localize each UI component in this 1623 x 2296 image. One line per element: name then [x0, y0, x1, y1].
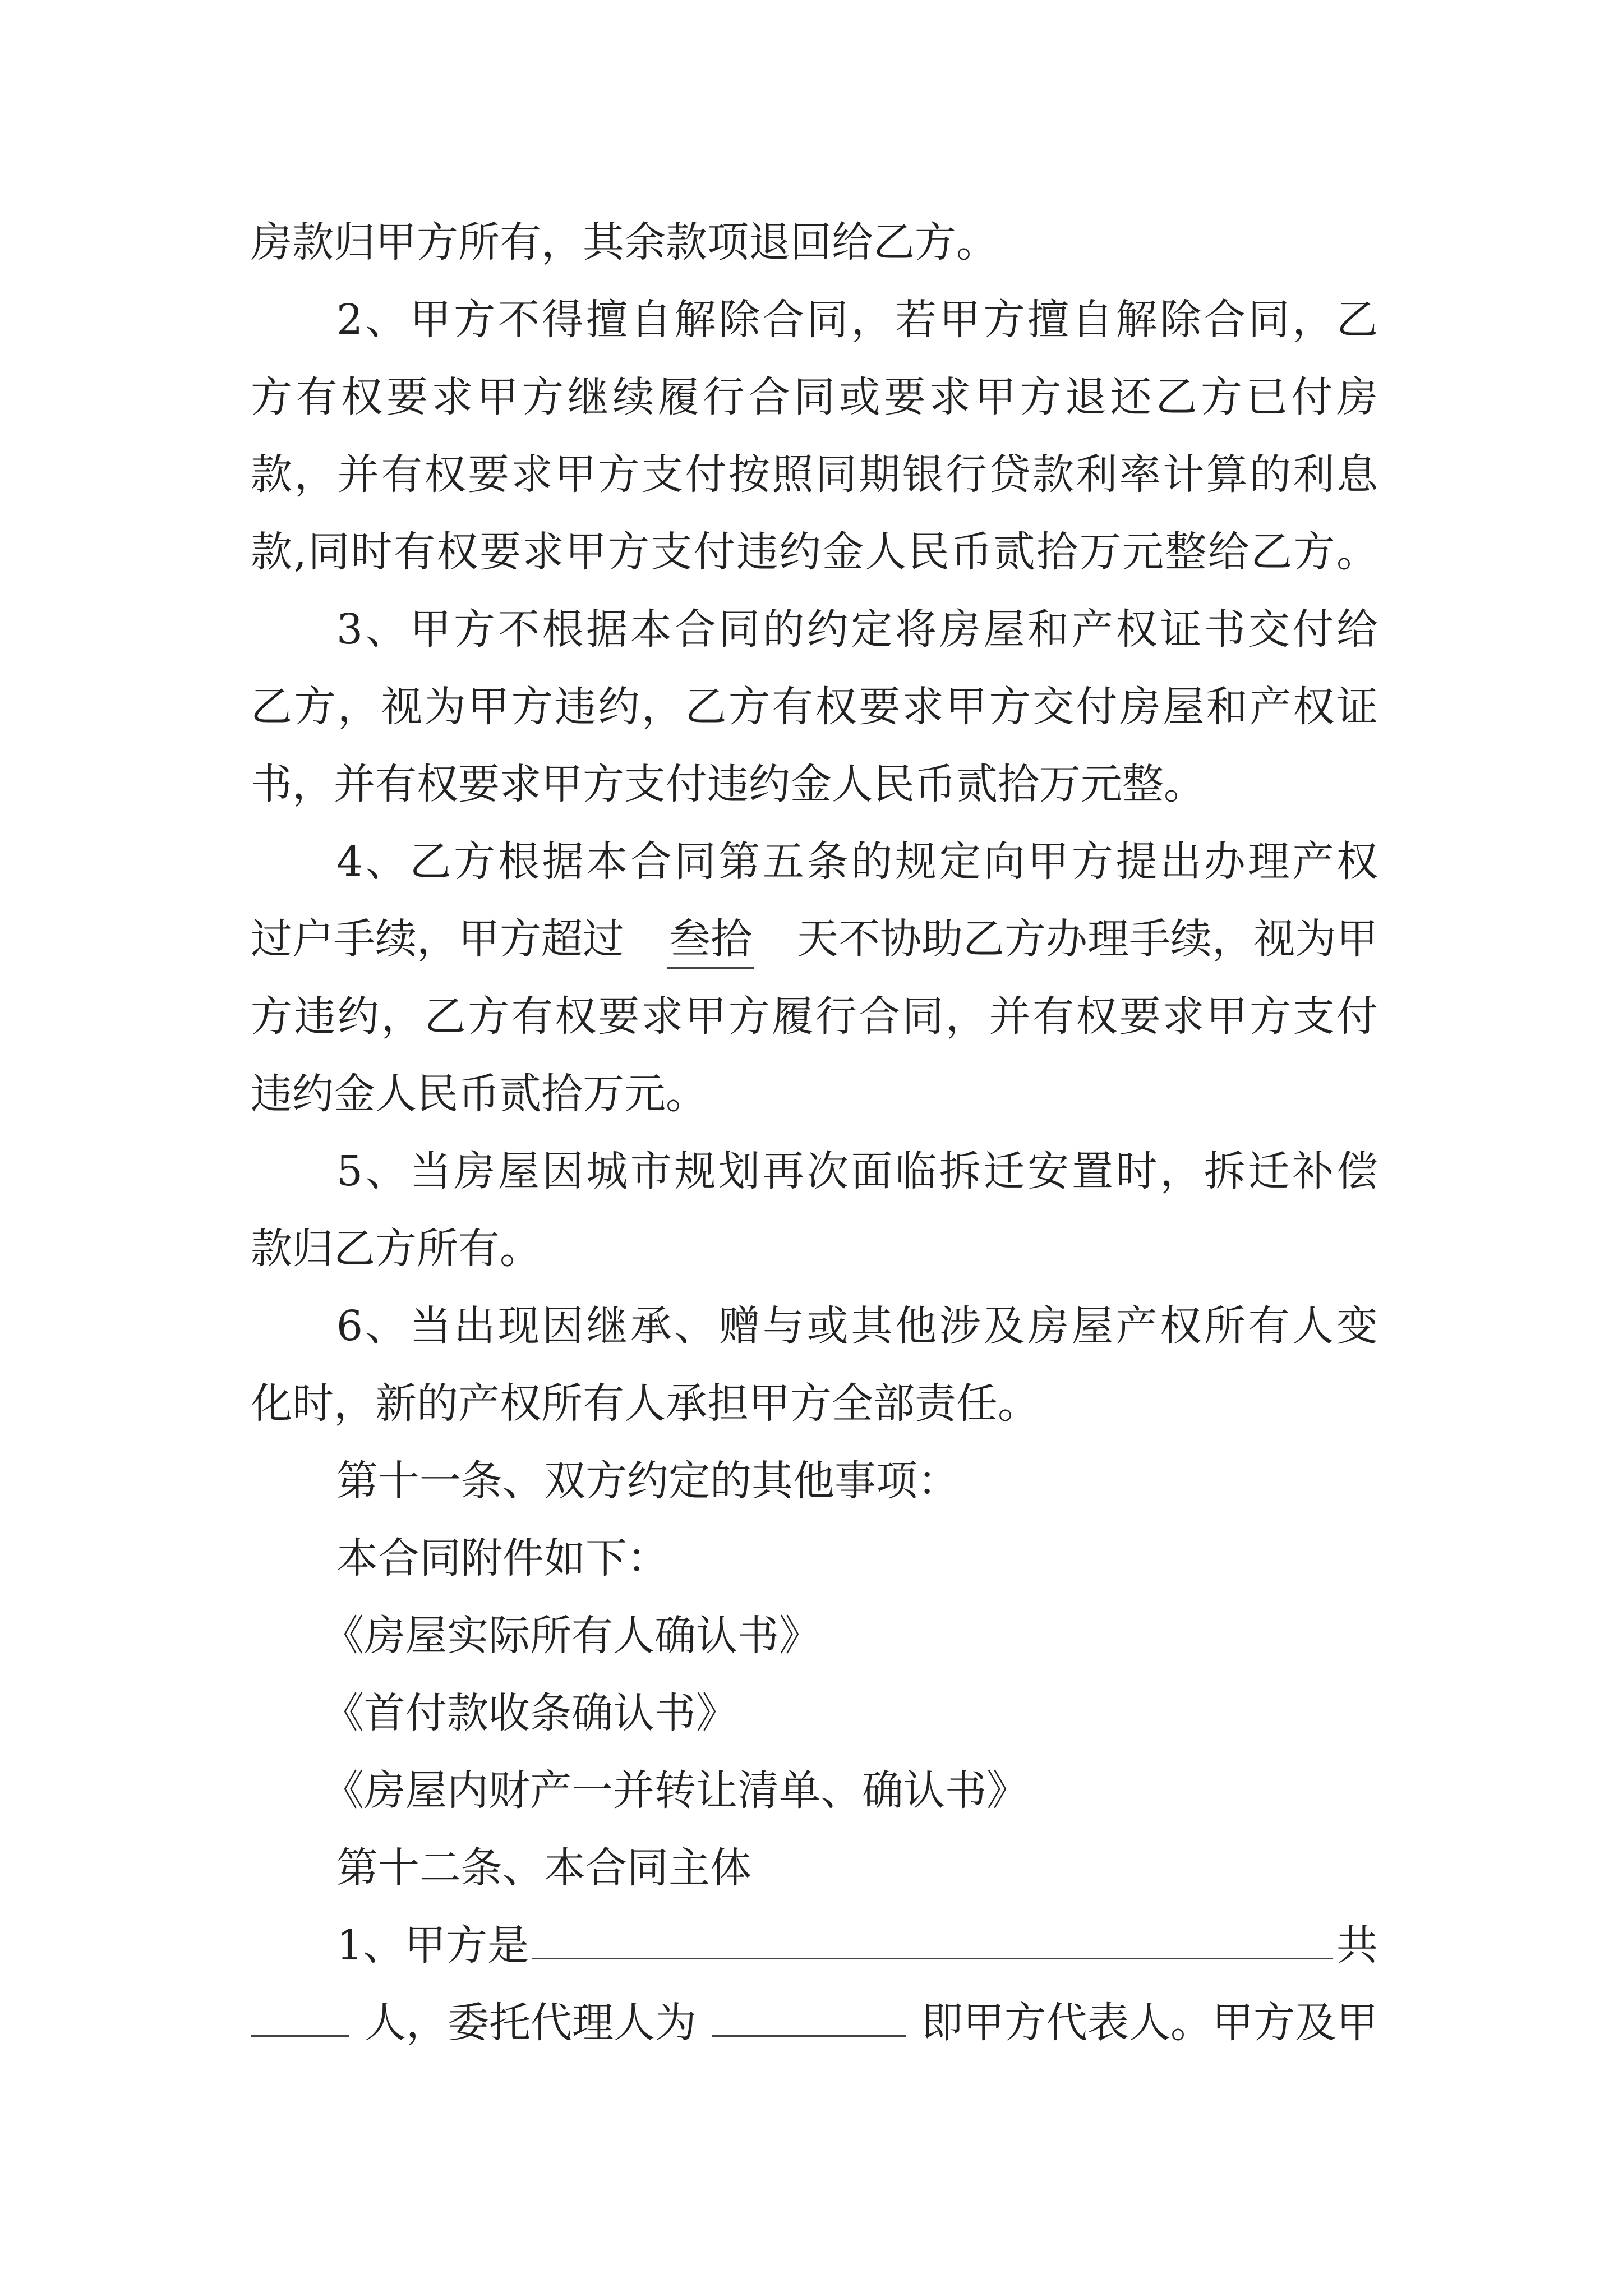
text-line: 方有权要求甲方继续履行合同或要求甲方退还乙方已付房	[251, 373, 1378, 421]
count-blank	[251, 2000, 349, 2037]
text-line: 4、乙方根据本合同第五条的规定向甲方提出办理产权	[336, 838, 1378, 886]
text-line: 3、甲方不根据本合同的约定将房屋和产权证书交付给	[336, 605, 1378, 654]
party-a-prefix: 1、甲方是	[336, 1921, 529, 1970]
agent-part1: 人，委托代理人为	[365, 1999, 697, 2047]
text-line: 违约金人民币贰拾万元。	[251, 1070, 707, 1118]
agent-part2: 即甲方代表人。甲方及甲	[921, 1999, 1378, 2047]
text-line-agent	[251, 1995, 1378, 2051]
text-line-clause4-days	[251, 911, 1378, 967]
text-line: 书，并有权要求甲方支付违约金人民币贰拾万元整。	[251, 760, 1205, 808]
text-line: 乙方，视为甲方违约，乙方有权要求甲方交付房屋和产权证	[251, 683, 1378, 731]
text-line: 本合同附件如下：	[336, 1534, 668, 1582]
section-heading: 第十二条、本合同主体	[336, 1844, 751, 1892]
attachment-item: 《房屋内财产一并转让清单、确认书》	[322, 1766, 1028, 1815]
text-line: 5、当房屋因城市规划再次面临拆迁安置时，拆迁补偿	[336, 1147, 1378, 1195]
text-line: 化时，新的产权所有人承担甲方全部责任。	[251, 1379, 1039, 1428]
section-heading: 第十一条、双方约定的其他事项：	[336, 1457, 959, 1505]
clause4-days-row	[251, 911, 1378, 969]
text-line: 款,同时有权要求甲方支付违约金人民币贰拾万元整给乙方。	[251, 528, 1378, 576]
attachment-item: 《房屋实际所有人确认书》	[322, 1612, 820, 1660]
text-line: 款，并有权要求甲方支付按照同期银行贷款利率计算的利息	[251, 450, 1378, 499]
agent-row	[251, 1995, 1378, 2051]
party-a-suffix: 共	[1336, 1921, 1378, 1970]
party-a-blank	[532, 1923, 1333, 1959]
party-a-row	[336, 1917, 1378, 1973]
agent-blank	[712, 2000, 906, 2037]
clause4-suffix: 天不协助乙方办理手续，视为甲	[797, 915, 1378, 963]
text-line: 方违约，乙方有权要求甲方履行合同，并有权要求甲方支付	[251, 992, 1378, 1041]
days-blank-value: 叁拾	[667, 911, 754, 969]
text-line: 房款归甲方所有，其余款项退回给乙方。	[251, 218, 998, 266]
clause4-prefix: 过户手续，甲方超过	[251, 915, 624, 963]
text-line-party-a	[336, 1917, 1378, 1973]
text-line: 6、当出现因继承、赠与或其他涉及房屋产权所有人变	[336, 1302, 1378, 1350]
text-line: 款归乙方所有。	[251, 1225, 541, 1273]
text-line: 2、甲方不得擅自解除合同，若甲方擅自解除合同，乙	[336, 296, 1378, 344]
attachment-item: 《首付款收条确认书》	[322, 1689, 737, 1737]
